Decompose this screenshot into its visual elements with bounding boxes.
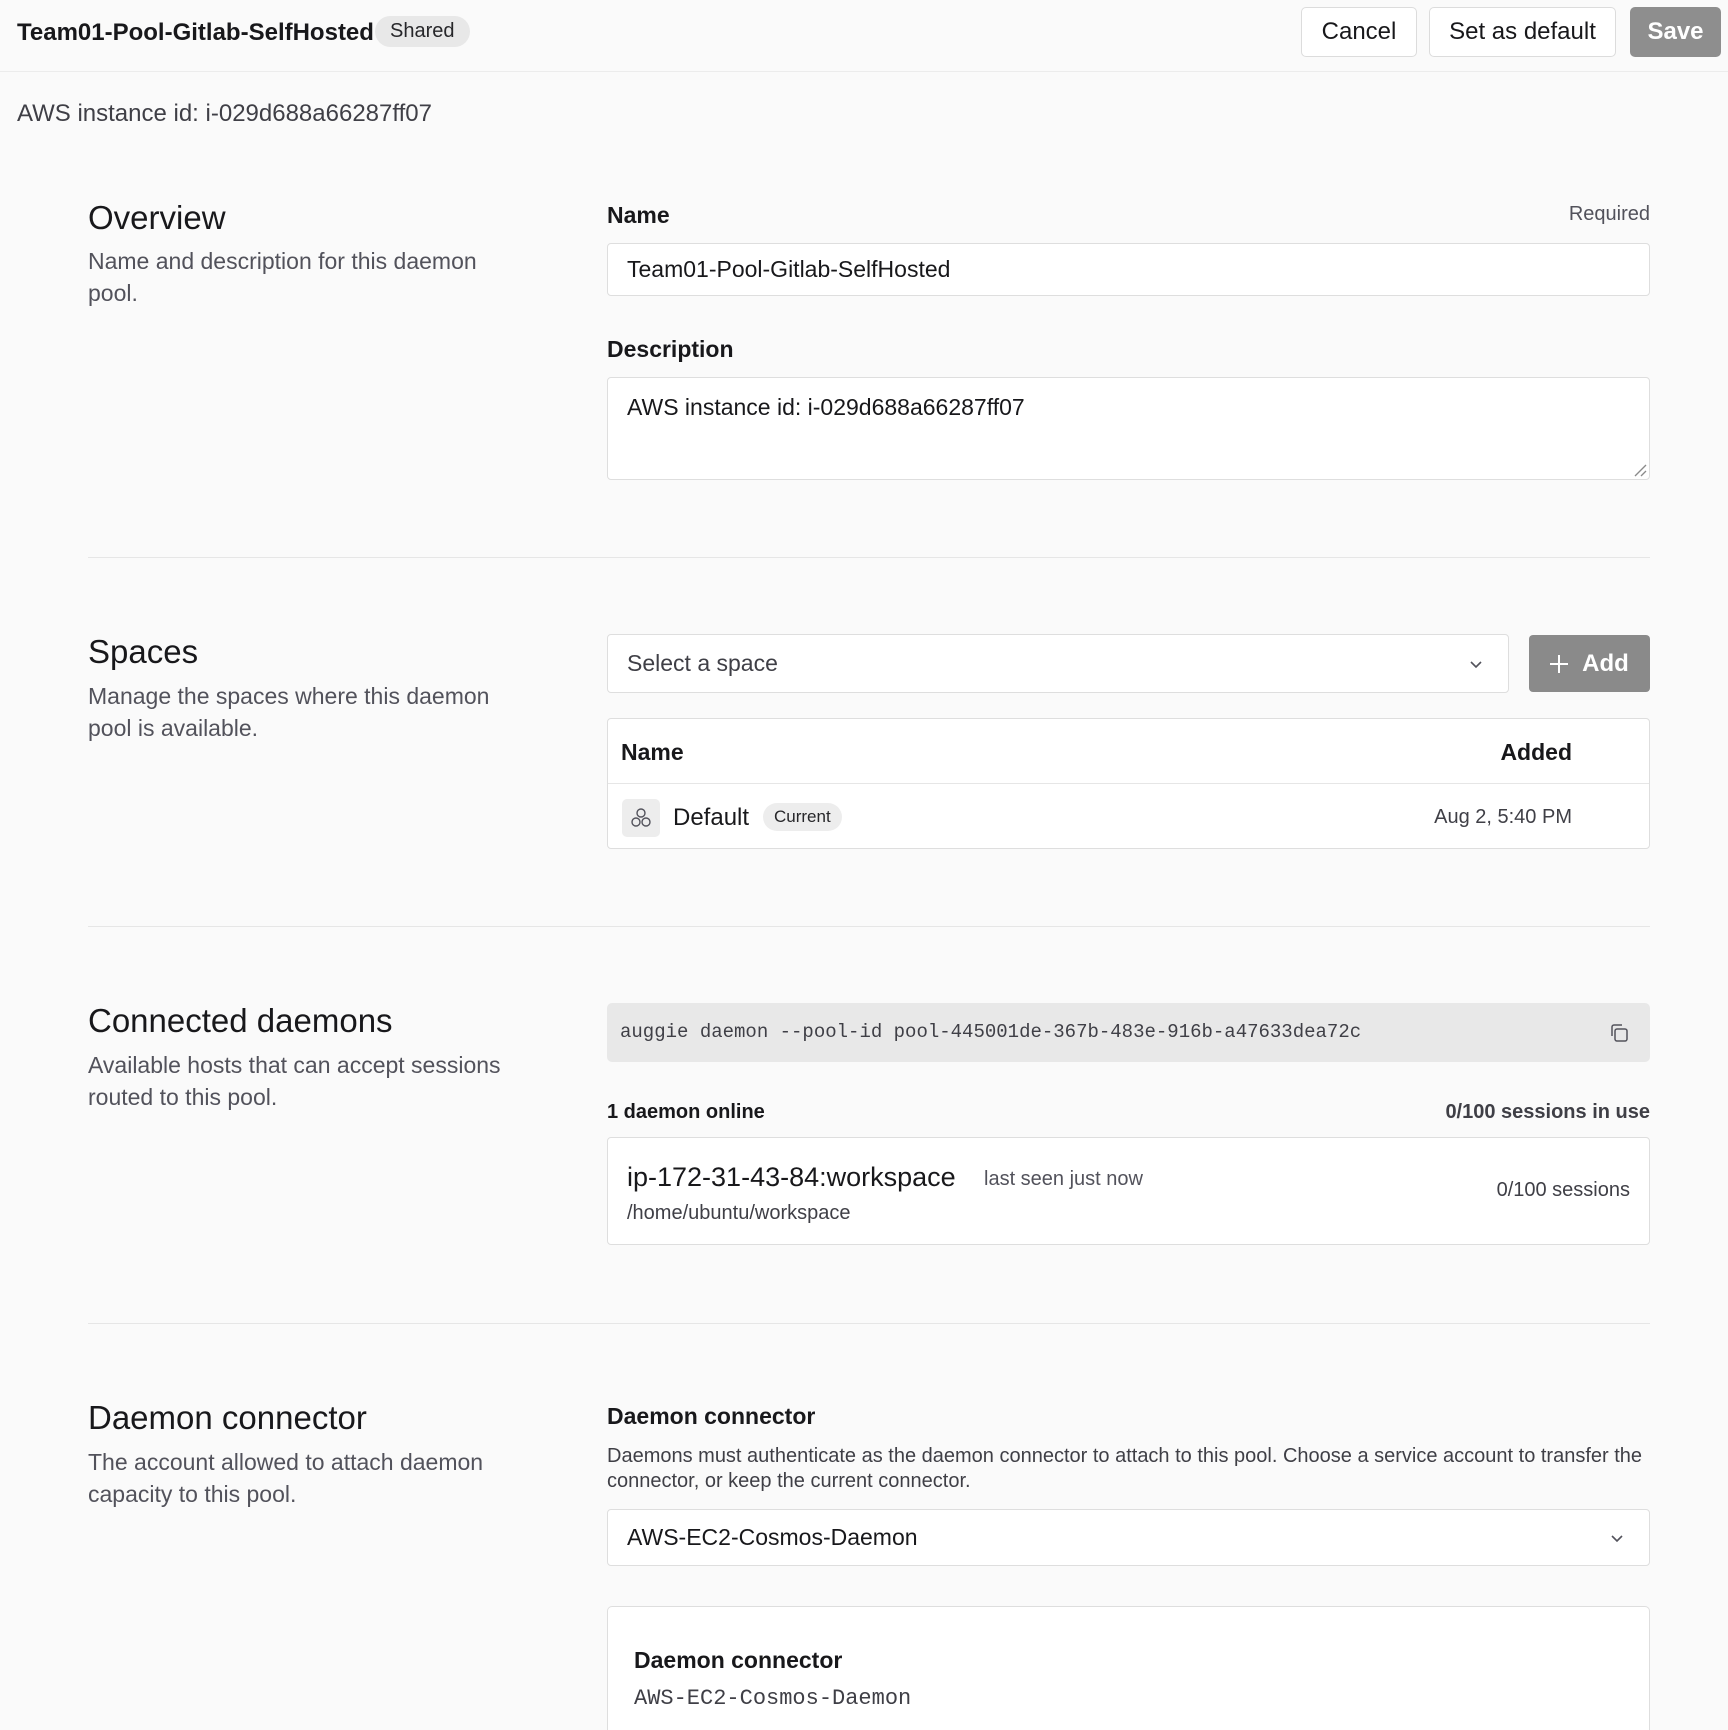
daemon-card[interactable]	[607, 1137, 1650, 1245]
connector-card-title: Daemon connector	[634, 1647, 843, 1673]
required-label: Required	[1568, 203, 1650, 225]
plus-icon	[1550, 655, 1568, 673]
shared-badge: Shared	[375, 16, 470, 47]
table-divider	[608, 783, 1649, 784]
copy-icon[interactable]	[1608, 1022, 1630, 1044]
connector-help-text: Daemons must authenticate as the daemon connector to attach to this pool. Choose a service account to transfer the connector, or keep the current connector.	[607, 1445, 1643, 1492]
connector-card	[607, 1606, 1650, 1730]
pool-subtitle: AWS instance id: i-029d688a66287ff07	[17, 100, 432, 127]
daemons-description: Available hosts that can accept sessions routed to this pool.	[88, 1052, 501, 1110]
section-divider	[88, 557, 1650, 558]
pool-title: Team01-Pool-Gitlab-SelfHosted	[17, 19, 374, 46]
space-added-date: Aug 2, 5:40 PM	[1434, 806, 1572, 828]
spaces-table	[607, 718, 1650, 849]
connector-select[interactable]	[607, 1509, 1650, 1566]
column-header-name: Name	[621, 739, 684, 765]
daemon-host: ip-172-31-43-84:workspace	[627, 1162, 956, 1192]
current-badge: Current	[763, 803, 842, 831]
section-divider	[88, 1323, 1650, 1324]
cancel-button[interactable]: Cancel	[1301, 7, 1417, 57]
column-header-added: Added	[1500, 739, 1572, 765]
set-as-default-button[interactable]: Set as default	[1429, 7, 1616, 57]
daemon-last-seen: last seen just now	[984, 1168, 1143, 1190]
daemons-title: Connected daemons	[88, 1002, 393, 1039]
add-space-button[interactable]	[1529, 635, 1650, 692]
chevron-down-icon	[1609, 1530, 1625, 1546]
daemon-command-text: auggie daemon --pool-id pool-445001de-367b-483e-916b-a47633dea72c	[620, 1021, 1362, 1043]
add-space-label: Add	[1582, 649, 1629, 677]
spaces-description: Manage the spaces where this daemon pool is available.	[88, 683, 490, 741]
connector-field-label: Daemon connector	[607, 1403, 816, 1429]
spaces-title: Spaces	[88, 633, 199, 670]
daemon-online-count: 1 daemon online	[607, 1101, 765, 1123]
description-text: AWS instance id: i-029d688a66287ff07	[627, 394, 1025, 420]
space-select-placeholder: Select a space	[627, 650, 778, 676]
section-divider	[88, 926, 1650, 927]
connector-description: The account allowed to attach daemon capacity to this pool.	[88, 1449, 484, 1507]
chevron-down-icon	[1468, 656, 1484, 672]
description-textarea[interactable]	[607, 377, 1650, 480]
connector-card-value: AWS-EC2-Cosmos-Daemon	[634, 1686, 912, 1711]
sessions-in-use: 0/100 sessions in use	[1445, 1101, 1650, 1123]
name-label: Name	[607, 202, 670, 228]
connector-title: Daemon connector	[88, 1399, 367, 1436]
daemon-sessions: 0/100 sessions	[1496, 1179, 1630, 1201]
page-header	[0, 0, 1728, 72]
save-button[interactable]: Save	[1630, 7, 1721, 57]
connector-selected-value: AWS-EC2-Cosmos-Daemon	[627, 1524, 918, 1550]
space-name: Default	[673, 804, 750, 831]
daemon-path: /home/ubuntu/workspace	[627, 1202, 851, 1224]
space-select[interactable]	[607, 634, 1509, 693]
description-label: Description	[607, 336, 734, 362]
resize-handle-icon[interactable]	[1631, 461, 1647, 477]
daemon-command	[607, 1003, 1650, 1062]
overview-title: Overview	[88, 199, 226, 236]
name-input[interactable]: Team01-Pool-Gitlab-SelfHosted	[607, 243, 1650, 296]
overview-description: Name and description for this daemon pool.	[88, 248, 477, 306]
cluster-icon	[622, 799, 660, 837]
